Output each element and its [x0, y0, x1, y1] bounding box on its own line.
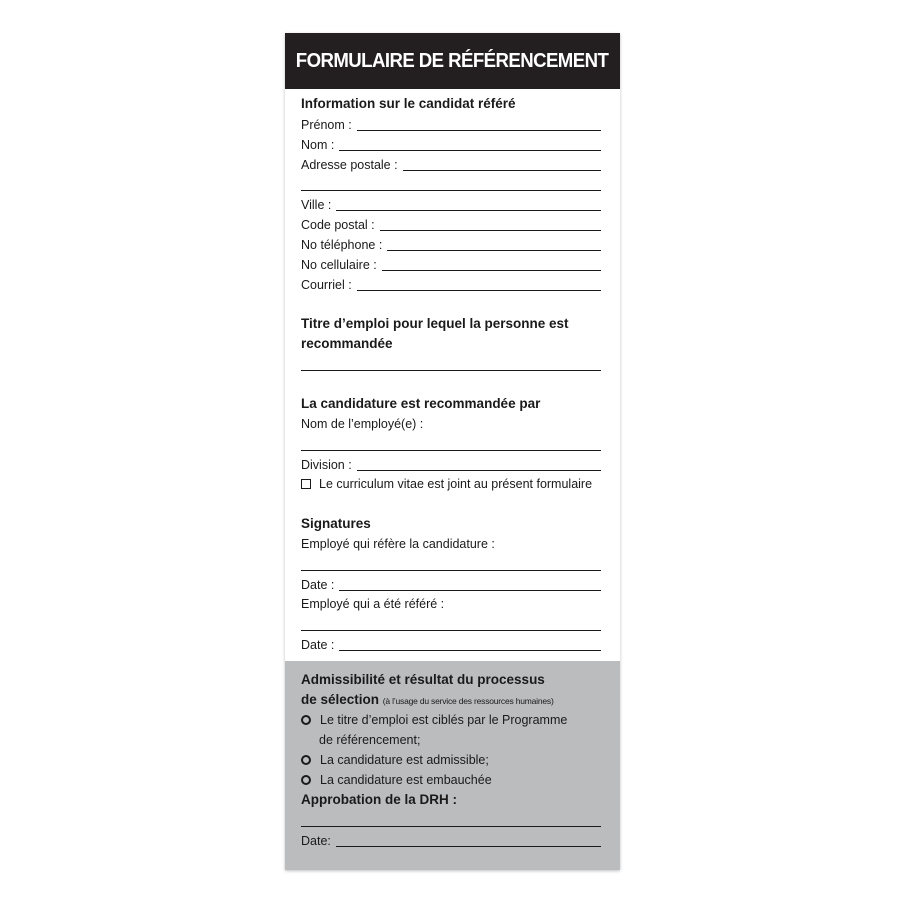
address-label: Adresse postale : — [301, 158, 398, 172]
approval-date-field[interactable] — [336, 834, 601, 847]
postal-code-row — [301, 214, 601, 234]
address-row — [301, 154, 601, 174]
email-label: Courriel : — [301, 278, 352, 292]
last-name-label: Nom : — [301, 138, 335, 152]
hr-use-note: (à l’usage du service des ressources humaines) — [382, 696, 554, 706]
cell-row — [301, 254, 601, 274]
division-label: Division : — [301, 458, 352, 472]
eligibility-section — [285, 661, 620, 870]
date1-field[interactable] — [339, 578, 601, 591]
option3-radio[interactable] — [301, 775, 311, 785]
approval-signature-field[interactable] — [301, 810, 601, 830]
city-field[interactable] — [336, 198, 601, 211]
address-field[interactable] — [403, 158, 601, 171]
postal-code-field[interactable] — [380, 218, 601, 231]
option2-radio[interactable] — [301, 755, 311, 765]
eligibility-heading-line2 — [301, 690, 601, 710]
cv-checkbox[interactable] — [301, 479, 311, 489]
recommended-by-heading: La candidature est recommandée par — [301, 396, 541, 411]
option1-label: Le titre d’emploi est ciblés par le Programme — [320, 713, 568, 727]
option2-label: La candidature est admissible; — [320, 753, 489, 767]
first-name-field[interactable] — [357, 118, 601, 131]
referring-employee-signature-field[interactable] — [301, 554, 601, 574]
address-line-2[interactable] — [301, 174, 601, 194]
date1-label: Date : — [301, 578, 335, 592]
option3-label: La candidature est embauchée — [320, 773, 492, 787]
referring-employee-label: Employé qui réfère la candidature : — [301, 537, 495, 551]
approval-date-row — [301, 830, 601, 850]
first-name-row — [301, 114, 601, 134]
job-heading-line2: recommandée — [301, 336, 393, 351]
date2-field[interactable] — [339, 638, 601, 651]
date2-label: Date : — [301, 638, 335, 652]
cell-field[interactable] — [382, 258, 601, 271]
city-row — [301, 194, 601, 214]
form-title: FORMULAIRE DE RÉFÉRENCEMENT — [296, 49, 609, 72]
option1-label-line2: de référencement; — [319, 733, 421, 747]
date1-row — [301, 574, 601, 594]
cv-checkbox-label: Le curriculum vitae est joint au présent formulaire — [319, 477, 593, 491]
last-name-row — [301, 134, 601, 154]
date2-row — [301, 634, 601, 654]
candidate-section — [301, 94, 601, 654]
email-row — [301, 274, 601, 294]
signatures-heading: Signatures — [301, 516, 371, 531]
employee-name-label: Nom de l’employé(e) : — [301, 417, 424, 431]
option3-row[interactable] — [301, 770, 601, 790]
job-heading-line1: Titre d’emploi pour lequel la personne est — [301, 316, 569, 331]
division-field[interactable] — [357, 458, 601, 471]
phone-row — [301, 234, 601, 254]
approval-label: Approbation de la DRH : — [301, 792, 457, 807]
postal-code-label: Code postal : — [301, 218, 375, 232]
approval-date-label: Date: — [301, 834, 331, 848]
eligibility-content — [301, 670, 601, 850]
eligibility-heading-text: de sélection — [301, 692, 380, 707]
first-name-label: Prénom : — [301, 118, 352, 132]
cv-checkbox-row[interactable] — [301, 474, 601, 494]
city-label: Ville : — [301, 198, 332, 212]
option1-row[interactable] — [301, 710, 601, 730]
referral-form — [285, 33, 620, 870]
last-name-field[interactable] — [339, 138, 601, 151]
candidate-heading: Information sur le candidat référé — [301, 96, 516, 111]
cell-label: No cellulaire : — [301, 258, 377, 272]
division-row — [301, 454, 601, 474]
job-title-field[interactable] — [301, 354, 601, 374]
eligibility-heading-line1: Admissibilité et résultat du processus — [301, 672, 545, 687]
option2-row[interactable] — [301, 750, 601, 770]
phone-field[interactable] — [387, 238, 601, 251]
phone-label: No téléphone : — [301, 238, 383, 252]
employee-name-field[interactable] — [301, 434, 601, 454]
option1-radio[interactable] — [301, 715, 311, 725]
referred-employee-signature-field[interactable] — [301, 614, 601, 634]
referred-employee-label: Employé qui a été référé : — [301, 597, 445, 611]
title-banner — [285, 33, 620, 89]
email-field[interactable] — [357, 278, 601, 291]
